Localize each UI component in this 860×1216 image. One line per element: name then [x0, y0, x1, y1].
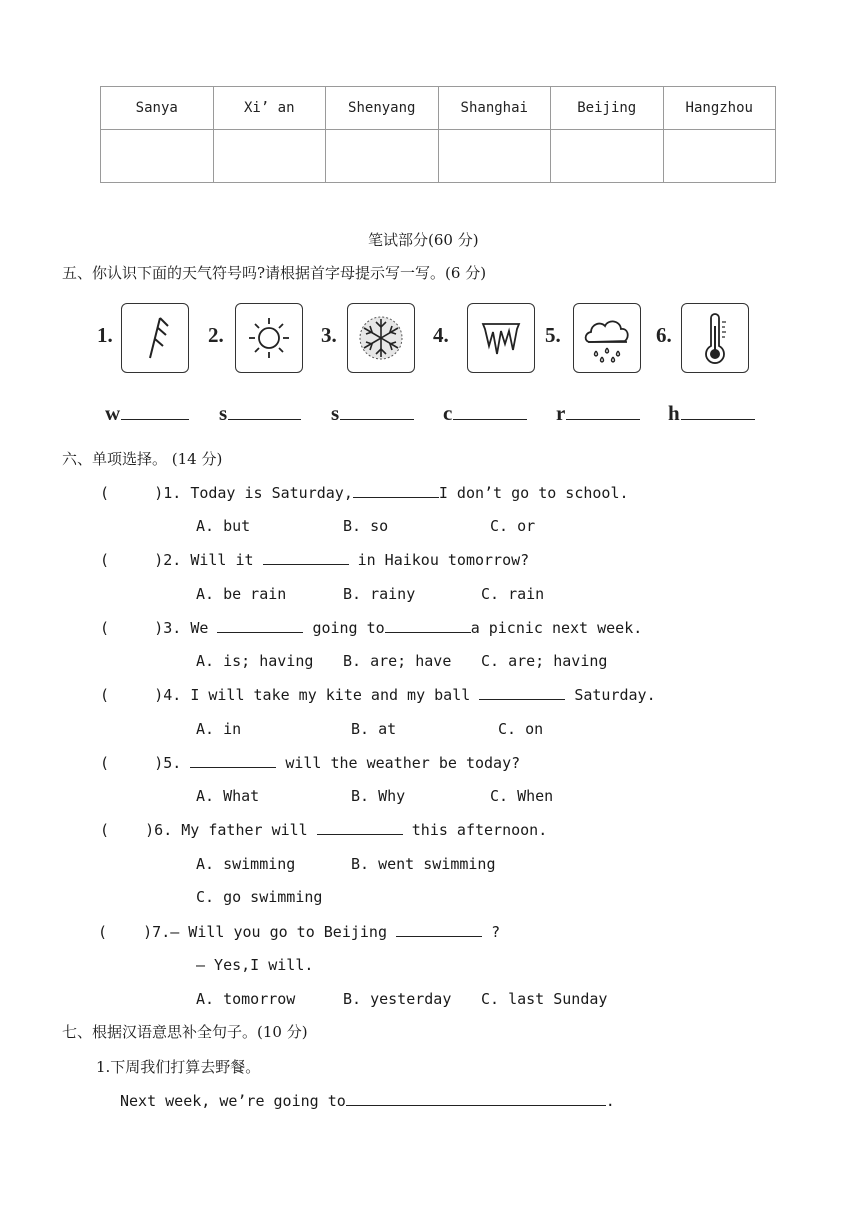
option-b[interactable]: B. yesterday — [343, 990, 452, 1008]
answer-cell[interactable] — [326, 130, 439, 183]
hint-letter: r — [556, 401, 566, 425]
city-header-row — [101, 87, 776, 130]
item-number: 3. — [321, 323, 337, 347]
city-cell: Beijing — [551, 87, 664, 130]
option-b[interactable]: B. so — [343, 517, 389, 535]
icicle-icon — [467, 303, 535, 373]
question-4: ( )4. I will take my kite and my ball Saturday. — [100, 686, 656, 704]
section-title: 笔试部分(60 分) — [368, 231, 479, 249]
option-c[interactable]: C. or — [490, 517, 536, 535]
answer-cell[interactable] — [551, 130, 664, 183]
city-cell: Sanya — [101, 87, 214, 130]
hint-letter: w — [105, 401, 121, 425]
option-b[interactable]: B. went swimming — [351, 855, 496, 873]
question-7: ( )7.— Will you go to Beijing ? — [98, 923, 501, 941]
hint-blank[interactable] — [668, 401, 755, 426]
hint-letter: h — [668, 401, 680, 425]
question-5: ( )5. will the weather be today? — [100, 754, 521, 772]
answer-blank[interactable] — [263, 550, 349, 565]
question-6: ( )6. My father will this afternoon. — [100, 821, 548, 839]
item-number: 4. — [433, 323, 449, 347]
option-c[interactable]: C. When — [490, 787, 554, 805]
hint-letter: s — [219, 401, 228, 425]
city-table — [100, 86, 776, 183]
option-c[interactable]: C. last Sunday — [481, 990, 608, 1008]
answer-blank[interactable] — [217, 618, 303, 633]
q7-item1-english: Next week, we’re going to . — [120, 1092, 615, 1110]
city-cell: Shanghai — [438, 87, 551, 130]
city-cell: Hangzhou — [663, 87, 776, 130]
hint-blank[interactable] — [331, 401, 414, 426]
option-a[interactable]: A. but — [196, 517, 251, 535]
option-a[interactable]: A. be rain — [196, 585, 287, 603]
answer-cell[interactable] — [101, 130, 214, 183]
thermometer-icon — [681, 303, 749, 373]
option-a[interactable]: A. swimming — [196, 855, 296, 873]
answer-blank[interactable] — [479, 685, 565, 700]
item-number: 1. — [97, 323, 113, 347]
answer-blank[interactable] — [396, 922, 482, 937]
question-1: ( )1. Today is Saturday, I don’t go to school. — [100, 484, 629, 502]
wind-icon — [121, 303, 189, 373]
question-3: ( )3. We going to a picnic next week. — [100, 619, 643, 637]
option-b[interactable]: B. rainy — [343, 585, 416, 603]
snowflake-icon — [347, 303, 415, 373]
option-b[interactable]: B. at — [351, 720, 397, 738]
q7-heading: 七、根据汉语意思补全句子。(10 分) — [62, 1023, 308, 1041]
option-a[interactable]: A. is; having — [196, 652, 314, 670]
option-c[interactable]: C. are; having — [481, 652, 608, 670]
option-b[interactable]: B. Why — [351, 787, 406, 805]
hint-letter: c — [443, 401, 453, 425]
hint-letter: s — [331, 401, 340, 425]
q5-heading: 五、你认识下面的天气符号吗?请根据首字母提示写一写。(6 分) — [62, 264, 487, 282]
answer-row — [101, 130, 776, 183]
option-a[interactable]: A. What — [196, 787, 260, 805]
answer-cell[interactable] — [213, 130, 326, 183]
q6-heading: 六、单项选择。 (14 分) — [62, 450, 223, 468]
hint-blank[interactable] — [219, 401, 301, 426]
option-c[interactable]: C. on — [498, 720, 544, 738]
city-cell: Shenyang — [326, 87, 439, 130]
answer-blank[interactable] — [385, 618, 471, 633]
dialogue-reply: — Yes,I will. — [196, 956, 314, 974]
option-a[interactable]: A. tomorrow — [196, 990, 296, 1008]
hint-blank[interactable] — [443, 401, 527, 426]
option-c[interactable]: C. rain — [481, 585, 545, 603]
answer-blank[interactable] — [317, 820, 403, 835]
answer-cell[interactable] — [438, 130, 551, 183]
answer-cell[interactable] — [663, 130, 776, 183]
sun-icon — [235, 303, 303, 373]
answer-blank[interactable] — [346, 1091, 606, 1106]
answer-blank[interactable] — [190, 753, 276, 768]
q7-item1-chinese: 1.下周我们打算去野餐。 — [96, 1058, 261, 1076]
answer-blank[interactable] — [353, 483, 439, 498]
rain-cloud-icon — [573, 303, 641, 373]
item-number: 5. — [545, 323, 561, 347]
hint-blank[interactable] — [556, 401, 640, 426]
option-c[interactable]: C. go swimming — [196, 888, 323, 906]
item-number: 6. — [656, 323, 672, 347]
item-number: 2. — [208, 323, 224, 347]
city-cell: Xi’ an — [213, 87, 326, 130]
question-2: ( )2. Will it in Haikou tomorrow? — [100, 551, 530, 569]
option-b[interactable]: B. are; have — [343, 652, 452, 670]
option-a[interactable]: A. in — [196, 720, 242, 738]
hint-blank[interactable] — [105, 401, 189, 426]
